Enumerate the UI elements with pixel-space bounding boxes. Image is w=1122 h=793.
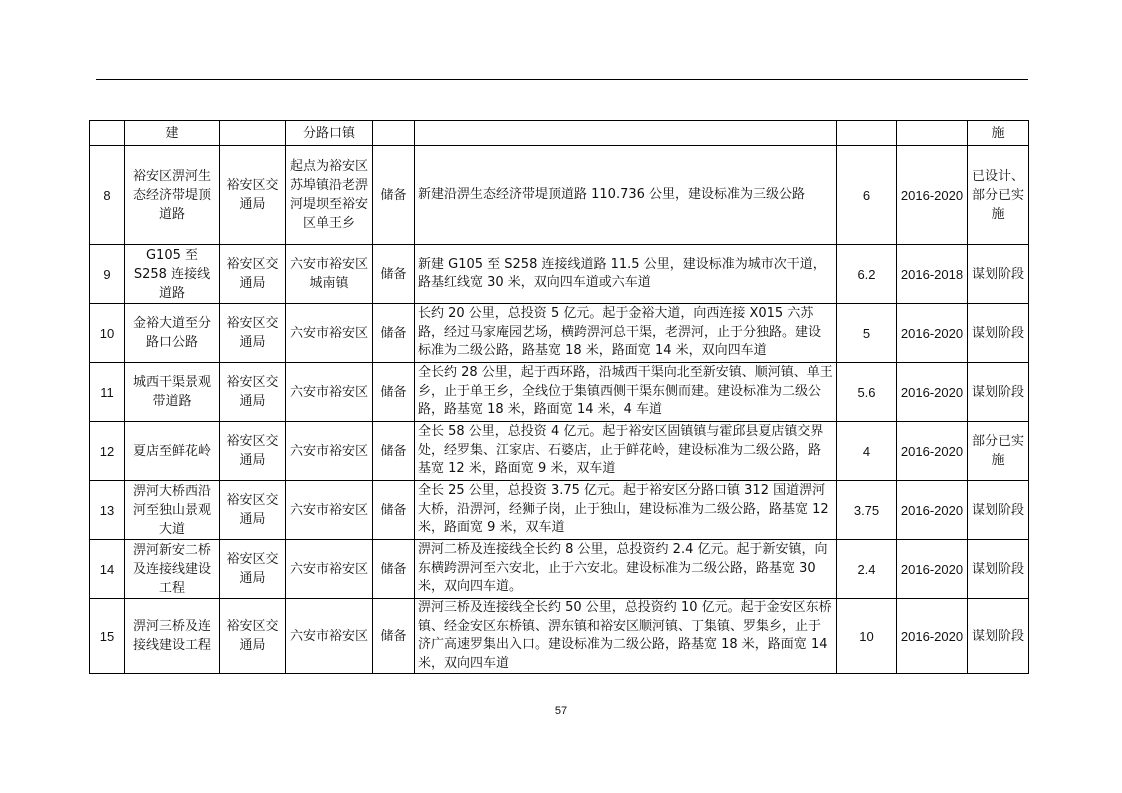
project-status: 部分已实施 — [968, 422, 1029, 481]
project-period: 2016-2020 — [897, 422, 968, 481]
header-cell-location: 分路口镇 — [286, 121, 373, 146]
row-number: 9 — [90, 245, 125, 304]
project-location: 六安市裕安区 — [286, 422, 373, 481]
project-type: 储备 — [373, 540, 415, 599]
project-name: 淠河三桥及连接线建设工程 — [125, 599, 220, 674]
page-number: 57 — [554, 705, 568, 717]
project-description: 淠河二桥及连接线全长约 8 公里，总投资约 2.4 亿元。起于新安镇，向东横跨淠河至六安北，止于六安北。建设标准为二级公路，路基宽 30 米，双向四车道。 — [415, 540, 837, 599]
table-row — [90, 304, 1029, 363]
header-rule — [96, 79, 1028, 80]
row-number: 8 — [90, 146, 125, 245]
project-name: 裕安区淠河生态经济带堤顶道路 — [125, 146, 220, 245]
responsible-unit: 裕安区交通局 — [220, 245, 286, 304]
header-cell-type — [373, 121, 415, 146]
header-cell-desc — [415, 121, 837, 146]
project-type: 储备 — [373, 599, 415, 674]
responsible-unit: 裕安区交通局 — [220, 422, 286, 481]
row-number: 15 — [90, 599, 125, 674]
project-period: 2016-2020 — [897, 146, 968, 245]
header-cell-investment — [837, 121, 897, 146]
project-location: 六安市裕安区 — [286, 599, 373, 674]
row-number: 11 — [90, 363, 125, 422]
project-status: 谋划阶段 — [968, 363, 1029, 422]
project-type: 储备 — [373, 245, 415, 304]
project-period: 2016-2020 — [897, 481, 968, 540]
responsible-unit: 裕安区交通局 — [220, 540, 286, 599]
project-type: 储备 — [373, 304, 415, 363]
header-cell-name: 建 — [125, 121, 220, 146]
project-period: 2016-2020 — [897, 540, 968, 599]
project-name: 淠河大桥西沿河至独山景观大道 — [125, 481, 220, 540]
project-name: G105 至 S258 连接线道路 — [125, 245, 220, 304]
row-number: 10 — [90, 304, 125, 363]
row-number: 14 — [90, 540, 125, 599]
project-status: 谋划阶段 — [968, 540, 1029, 599]
project-status: 谋划阶段 — [968, 599, 1029, 674]
project-location: 六安市裕安区 — [286, 304, 373, 363]
project-type: 储备 — [373, 363, 415, 422]
project-status: 谋划阶段 — [968, 304, 1029, 363]
project-period: 2016-2020 — [897, 363, 968, 422]
row-number: 12 — [90, 422, 125, 481]
investment-amount: 10 — [837, 599, 897, 674]
project-type: 储备 — [373, 422, 415, 481]
table-row — [90, 422, 1029, 481]
responsible-unit: 裕安区交通局 — [220, 304, 286, 363]
header-cell-status: 施 — [968, 121, 1029, 146]
project-location: 六安市裕安区城南镇 — [286, 245, 373, 304]
project-location: 六安市裕安区 — [286, 481, 373, 540]
project-period: 2016-2020 — [897, 599, 968, 674]
project-description: 全长 25 公里，总投资 3.75 亿元。起于裕安区分路口镇 312 国道淠河大桥，沿淠河，经狮子岗，止于独山，建设标准为二级公路，路基宽 12 米，路面宽 9 米，双车道 — [415, 481, 837, 540]
project-type: 储备 — [373, 481, 415, 540]
project-name: 城西干渠景观带道路 — [125, 363, 220, 422]
responsible-unit: 裕安区交通局 — [220, 146, 286, 245]
project-name: 金裕大道至分路口公路 — [125, 304, 220, 363]
project-description: 淠河三桥及连接线全长约 50 公里，总投资约 10 亿元。起于金安区东桥镇、经金安区东桥镇、淠东镇和裕安区顺河镇、丁集镇、罗集乡，止于济广高速罗集出入口。建设标准为二级公路，路基宽 18 米，路面宽 14 米，双向四车道 — [415, 599, 837, 674]
table-row — [90, 146, 1029, 245]
investment-amount: 5 — [837, 304, 897, 363]
table-header-row — [90, 121, 1029, 146]
project-type: 储备 — [373, 146, 415, 245]
table-row — [90, 540, 1029, 599]
header-cell-no — [90, 121, 125, 146]
table-row — [90, 599, 1029, 674]
responsible-unit: 裕安区交通局 — [220, 599, 286, 674]
project-status: 已设计、部分已实施 — [968, 146, 1029, 245]
investment-amount: 3.75 — [837, 481, 897, 540]
project-period: 2016-2018 — [897, 245, 968, 304]
project-name: 淠河新安二桥及连接线建设工程 — [125, 540, 220, 599]
project-name: 夏店至鲜花岭 — [125, 422, 220, 481]
investment-amount: 6 — [837, 146, 897, 245]
project-description: 新建沿淠生态经济带堤顶道路 110.736 公里，建设标准为三级公路 — [415, 146, 837, 245]
table-row — [90, 245, 1029, 304]
investment-amount: 4 — [837, 422, 897, 481]
project-location: 六安市裕安区 — [286, 363, 373, 422]
project-location: 起点为裕安区苏埠镇沿老淠河堤坝至裕安区单王乡 — [286, 146, 373, 245]
header-cell-unit — [220, 121, 286, 146]
responsible-unit: 裕安区交通局 — [220, 481, 286, 540]
project-table — [89, 120, 1029, 674]
investment-amount: 2.4 — [837, 540, 897, 599]
project-description: 新建 G105 至 S258 连接线道路 11.5 公里，建设标准为城市次干道，路基红线宽 30 米，双向四车道或六车道 — [415, 245, 837, 304]
table-row — [90, 363, 1029, 422]
project-location: 六安市裕安区 — [286, 540, 373, 599]
project-status: 谋划阶段 — [968, 245, 1029, 304]
project-period: 2016-2020 — [897, 304, 968, 363]
row-number: 13 — [90, 481, 125, 540]
project-description: 全长 58 公里，总投资 4 亿元。起于裕安区固镇镇与霍邱县夏店镇交界处，经罗集、江家店、石婆店，止于鲜花岭，建设标准为二级公路，路基宽 12 米，路面宽 9 米，双车道 — [415, 422, 837, 481]
project-status: 谋划阶段 — [968, 481, 1029, 540]
project-description: 长约 20 公里，总投资 5 亿元。起于金裕大道，向西连接 X015 六苏路，经过马家庵园艺场，横跨淠河总干渠，老淠河，止于分独路。建设标准为二级公路，路基宽 18 米，路面宽 14 米，双向四车道 — [415, 304, 837, 363]
table-row — [90, 481, 1029, 540]
investment-amount: 6.2 — [837, 245, 897, 304]
project-description: 全长约 28 公里，起于西环路，沿城西干渠向北至新安镇、顺河镇、单王乡，止于单王乡，全线位于集镇西侧干渠东侧而建。建设标准为二级公路，路基宽 18 米，路面宽 14 米，4 车道 — [415, 363, 837, 422]
header-cell-period — [897, 121, 968, 146]
responsible-unit: 裕安区交通局 — [220, 363, 286, 422]
investment-amount: 5.6 — [837, 363, 897, 422]
